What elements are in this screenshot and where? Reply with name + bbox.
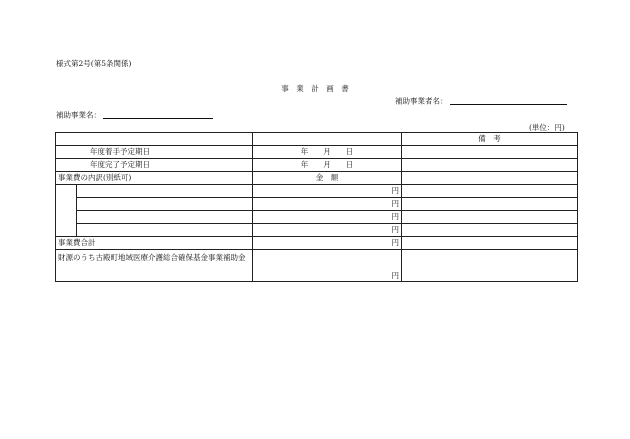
breakdown-item-cell[interactable] xyxy=(77,211,253,224)
unit-note: (単位：円) xyxy=(529,123,565,132)
subsidy-amount-cell[interactable]: 円 xyxy=(253,250,402,282)
breakdown-amount-cell[interactable]: 円 xyxy=(253,211,402,224)
table-row xyxy=(56,198,578,211)
remarks-cell[interactable] xyxy=(402,237,578,250)
table-row xyxy=(56,185,578,198)
table-row xyxy=(56,250,578,282)
end-date-value[interactable]: 年 月 日 xyxy=(253,159,402,172)
header-blank-cell xyxy=(56,133,253,146)
subsidy-label-cell xyxy=(56,250,253,282)
remarks-cell[interactable] xyxy=(402,172,578,185)
amount-header: 金 額 xyxy=(253,172,402,185)
start-date-label: 年度着手予定期日 xyxy=(56,146,253,159)
form-number: 様式第2号(第5条関係) xyxy=(56,59,132,68)
table-row xyxy=(56,146,578,159)
remarks-cell[interactable] xyxy=(402,159,578,172)
table-row xyxy=(56,159,578,172)
table-row xyxy=(56,211,578,224)
project-name-blank[interactable] xyxy=(103,111,213,119)
project-name-line xyxy=(56,111,213,119)
project-name-label: 補助事業名： xyxy=(56,110,101,120)
table-row xyxy=(56,133,578,146)
remarks-header: 備 考 xyxy=(402,133,578,146)
end-date-label: 年度完了予定期日 xyxy=(56,159,253,172)
breakdown-amount-cell[interactable]: 円 xyxy=(253,224,402,237)
breakdown-item-cell[interactable] xyxy=(77,224,253,237)
table-row xyxy=(56,224,578,237)
breakdown-item-cell[interactable] xyxy=(77,198,253,211)
remarks-cell[interactable] xyxy=(402,224,578,237)
total-label: 事業費合計 xyxy=(56,237,253,250)
remarks-cell[interactable] xyxy=(402,185,578,198)
breakdown-amount-cell[interactable]: 円 xyxy=(253,185,402,198)
plan-table xyxy=(55,132,578,282)
subsidy-label: 財源のうち古殿町地域医療介護総合確保基金事業補助金 xyxy=(58,253,246,262)
total-amount-cell[interactable]: 円 xyxy=(253,237,402,250)
remarks-cell[interactable] xyxy=(402,250,578,282)
breakdown-amount-cell[interactable]: 円 xyxy=(253,198,402,211)
start-date-value[interactable]: 年 月 日 xyxy=(253,146,402,159)
remarks-cell[interactable] xyxy=(402,146,578,159)
breakdown-indent-cell xyxy=(56,185,77,237)
remarks-cell[interactable] xyxy=(402,198,578,211)
applicant-name-blank[interactable] xyxy=(450,97,567,105)
header-blank-cell xyxy=(253,133,402,146)
breakdown-item-cell[interactable] xyxy=(77,185,253,198)
breakdown-label: 事業費の内訳(別紙可) xyxy=(56,172,253,185)
remarks-cell[interactable] xyxy=(402,211,578,224)
applicant-name-label: 補助事業者名： xyxy=(395,96,448,106)
applicant-name-line xyxy=(395,97,567,105)
table-row xyxy=(56,237,578,250)
table-row xyxy=(56,172,578,185)
document-title: 事 業 計 画 書 xyxy=(281,84,349,93)
